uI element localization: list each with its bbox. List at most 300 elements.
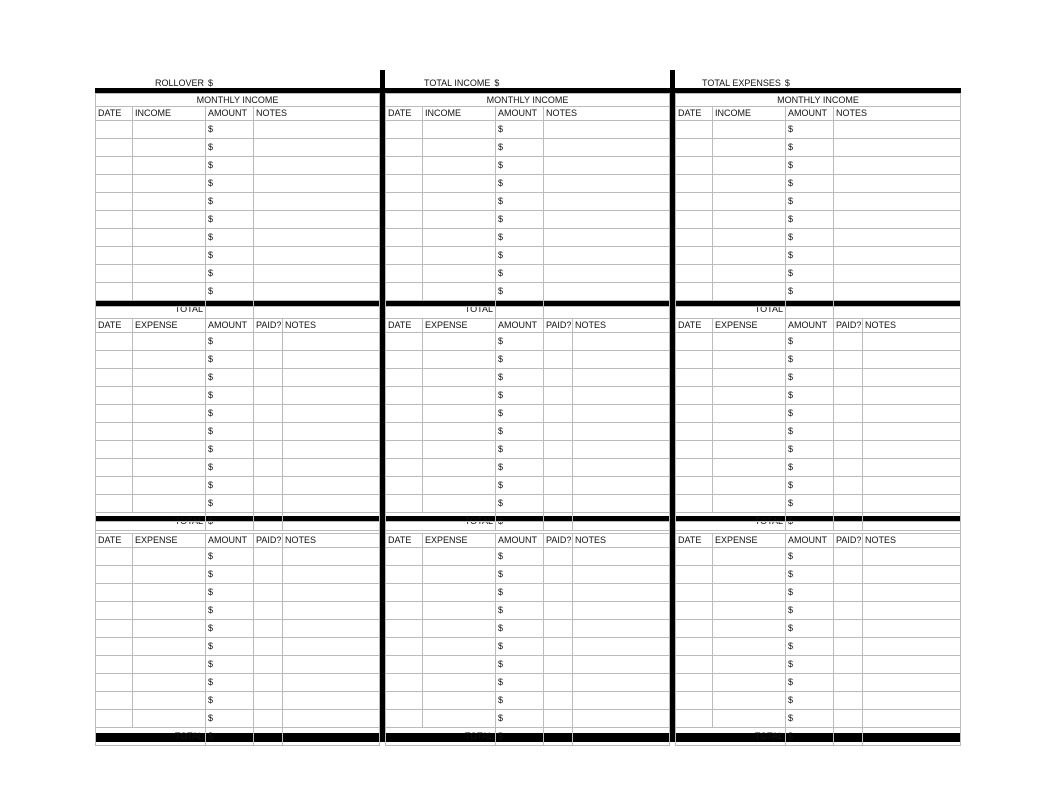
expense-name-cell[interactable]: [713, 495, 786, 513]
income-source-cell[interactable]: [713, 283, 786, 301]
income-amount-cell[interactable]: $: [496, 265, 544, 283]
expense-name-cell[interactable]: [713, 405, 786, 423]
expense-notes-cell[interactable]: [863, 566, 961, 584]
income-notes-cell[interactable]: [254, 247, 380, 265]
expense-notes-cell[interactable]: [573, 459, 670, 477]
expense-total-amount[interactable]: $: [206, 728, 254, 746]
expense-amount-cell[interactable]: $: [496, 566, 544, 584]
expense-amount-cell[interactable]: $: [206, 548, 254, 566]
expense-amount-cell[interactable]: $: [496, 584, 544, 602]
expense-name-cell[interactable]: [133, 351, 206, 369]
income-amount-cell[interactable]: $: [206, 157, 254, 175]
expense-name-cell[interactable]: [133, 387, 206, 405]
expense-amount-cell[interactable]: $: [206, 405, 254, 423]
expense-paid-cell[interactable]: [834, 674, 863, 692]
expense-paid-cell[interactable]: [834, 620, 863, 638]
expense-amount-cell[interactable]: $: [786, 710, 834, 728]
expense-amount-cell[interactable]: $: [786, 477, 834, 495]
expense-paid-cell[interactable]: [254, 602, 283, 620]
expense-name-cell[interactable]: [713, 351, 786, 369]
expense-amount-cell[interactable]: $: [496, 602, 544, 620]
expense-date-cell[interactable]: [386, 423, 423, 441]
expense-name-cell[interactable]: [423, 459, 496, 477]
income-date-cell[interactable]: [386, 157, 423, 175]
income-source-cell[interactable]: [713, 229, 786, 247]
expense-notes-cell[interactable]: [573, 333, 670, 351]
expense-name-cell[interactable]: [423, 674, 496, 692]
expense-date-cell[interactable]: [676, 495, 713, 513]
expense-date-cell[interactable]: [96, 656, 133, 674]
expense-name-cell[interactable]: [423, 584, 496, 602]
expense-notes-cell[interactable]: [863, 674, 961, 692]
expense-amount-cell[interactable]: $: [786, 602, 834, 620]
expense-name-cell[interactable]: [133, 602, 206, 620]
income-source-cell[interactable]: [423, 229, 496, 247]
expense-total-amount[interactable]: $: [206, 513, 254, 531]
income-source-cell[interactable]: [133, 229, 206, 247]
expense-notes-cell[interactable]: [283, 584, 380, 602]
income-source-cell[interactable]: [713, 157, 786, 175]
expense-date-cell[interactable]: [676, 584, 713, 602]
income-notes-cell[interactable]: [544, 157, 670, 175]
expense-notes-cell[interactable]: [863, 405, 961, 423]
income-amount-cell[interactable]: $: [786, 265, 834, 283]
income-notes-cell[interactable]: [834, 211, 961, 229]
income-source-cell[interactable]: [133, 193, 206, 211]
expense-paid-cell[interactable]: [544, 477, 573, 495]
expense-date-cell[interactable]: [386, 602, 423, 620]
expense-amount-cell[interactable]: $: [206, 602, 254, 620]
expense-amount-cell[interactable]: $: [496, 387, 544, 405]
expense-notes-cell[interactable]: [283, 548, 380, 566]
income-amount-cell[interactable]: $: [496, 211, 544, 229]
expense-notes-cell[interactable]: [283, 369, 380, 387]
expense-amount-cell[interactable]: $: [786, 548, 834, 566]
expense-date-cell[interactable]: [386, 692, 423, 710]
income-date-cell[interactable]: [676, 175, 713, 193]
expense-date-cell[interactable]: [676, 387, 713, 405]
income-notes-cell[interactable]: [254, 157, 380, 175]
expense-date-cell[interactable]: [96, 674, 133, 692]
expense-notes-cell[interactable]: [573, 495, 670, 513]
expense-name-cell[interactable]: [133, 674, 206, 692]
expense-notes-cell[interactable]: [283, 566, 380, 584]
expense-notes-cell[interactable]: [573, 351, 670, 369]
expense-notes-cell[interactable]: [573, 638, 670, 656]
income-date-cell[interactable]: [386, 247, 423, 265]
expense-name-cell[interactable]: [133, 405, 206, 423]
expense-notes-cell[interactable]: [863, 477, 961, 495]
expense-name-cell[interactable]: [133, 620, 206, 638]
expense-name-cell[interactable]: [133, 710, 206, 728]
expense-notes-cell[interactable]: [573, 423, 670, 441]
expense-name-cell[interactable]: [713, 333, 786, 351]
income-source-cell[interactable]: [133, 121, 206, 139]
expense-notes-cell[interactable]: [863, 369, 961, 387]
expense-name-cell[interactable]: [423, 369, 496, 387]
expense-notes-cell[interactable]: [863, 387, 961, 405]
expense-paid-cell[interactable]: [834, 459, 863, 477]
expense-paid-cell[interactable]: [254, 638, 283, 656]
expense-name-cell[interactable]: [423, 387, 496, 405]
expense-paid-cell[interactable]: [834, 441, 863, 459]
expense-name-cell[interactable]: [133, 441, 206, 459]
income-notes-cell[interactable]: [254, 139, 380, 157]
income-date-cell[interactable]: [96, 283, 133, 301]
expense-date-cell[interactable]: [96, 387, 133, 405]
income-date-cell[interactable]: [96, 157, 133, 175]
expense-notes-cell[interactable]: [573, 674, 670, 692]
income-source-cell[interactable]: [713, 211, 786, 229]
expense-amount-cell[interactable]: $: [786, 441, 834, 459]
income-notes-cell[interactable]: [254, 211, 380, 229]
expense-total-amount[interactable]: $: [786, 728, 834, 746]
expense-amount-cell[interactable]: $: [206, 620, 254, 638]
expense-amount-cell[interactable]: $: [206, 674, 254, 692]
income-amount-cell[interactable]: $: [496, 247, 544, 265]
income-amount-cell[interactable]: $: [496, 283, 544, 301]
income-amount-cell[interactable]: $: [496, 229, 544, 247]
expense-paid-cell[interactable]: [254, 656, 283, 674]
expense-name-cell[interactable]: [423, 638, 496, 656]
income-notes-cell[interactable]: [544, 121, 670, 139]
expense-name-cell[interactable]: [423, 566, 496, 584]
expense-date-cell[interactable]: [676, 459, 713, 477]
expense-paid-cell[interactable]: [544, 602, 573, 620]
expense-notes-cell[interactable]: [283, 602, 380, 620]
income-source-cell[interactable]: [713, 139, 786, 157]
expense-amount-cell[interactable]: $: [496, 441, 544, 459]
expense-notes-cell[interactable]: [283, 405, 380, 423]
income-amount-cell[interactable]: $: [496, 175, 544, 193]
income-amount-cell[interactable]: $: [786, 175, 834, 193]
expense-name-cell[interactable]: [423, 692, 496, 710]
expense-amount-cell[interactable]: $: [496, 333, 544, 351]
expense-paid-cell[interactable]: [834, 387, 863, 405]
income-notes-cell[interactable]: [834, 247, 961, 265]
expense-date-cell[interactable]: [96, 369, 133, 387]
expense-amount-cell[interactable]: $: [206, 387, 254, 405]
expense-date-cell[interactable]: [676, 638, 713, 656]
expense-date-cell[interactable]: [676, 351, 713, 369]
expense-amount-cell[interactable]: $: [206, 333, 254, 351]
expense-name-cell[interactable]: [133, 333, 206, 351]
expense-date-cell[interactable]: [96, 692, 133, 710]
income-amount-cell[interactable]: $: [206, 139, 254, 157]
expense-amount-cell[interactable]: $: [496, 674, 544, 692]
expense-name-cell[interactable]: [713, 477, 786, 495]
expense-paid-cell[interactable]: [834, 710, 863, 728]
expense-paid-cell[interactable]: [544, 548, 573, 566]
expense-date-cell[interactable]: [96, 351, 133, 369]
expense-date-cell[interactable]: [96, 710, 133, 728]
expense-name-cell[interactable]: [423, 441, 496, 459]
expense-total-amount[interactable]: $: [496, 728, 544, 746]
expense-notes-cell[interactable]: [573, 584, 670, 602]
expense-name-cell[interactable]: [713, 602, 786, 620]
expense-notes-cell[interactable]: [573, 477, 670, 495]
expense-notes-cell[interactable]: [573, 566, 670, 584]
expense-paid-cell[interactable]: [834, 638, 863, 656]
expense-name-cell[interactable]: [423, 548, 496, 566]
expense-notes-cell[interactable]: [573, 369, 670, 387]
income-source-cell[interactable]: [713, 121, 786, 139]
expense-paid-cell[interactable]: [834, 477, 863, 495]
expense-notes-cell[interactable]: [283, 459, 380, 477]
income-date-cell[interactable]: [676, 193, 713, 211]
expense-name-cell[interactable]: [713, 710, 786, 728]
income-date-cell[interactable]: [676, 139, 713, 157]
income-amount-cell[interactable]: $: [496, 139, 544, 157]
expense-date-cell[interactable]: [676, 602, 713, 620]
income-source-cell[interactable]: [713, 193, 786, 211]
income-date-cell[interactable]: [96, 139, 133, 157]
expense-amount-cell[interactable]: $: [206, 477, 254, 495]
expense-notes-cell[interactable]: [573, 405, 670, 423]
expense-notes-cell[interactable]: [573, 441, 670, 459]
expense-date-cell[interactable]: [676, 674, 713, 692]
expense-notes-cell[interactable]: [863, 351, 961, 369]
expense-notes-cell[interactable]: [283, 620, 380, 638]
income-amount-cell[interactable]: $: [206, 193, 254, 211]
expense-date-cell[interactable]: [386, 495, 423, 513]
expense-paid-cell[interactable]: [834, 333, 863, 351]
expense-paid-cell[interactable]: [254, 548, 283, 566]
expense-paid-cell[interactable]: [834, 692, 863, 710]
expense-amount-cell[interactable]: $: [786, 459, 834, 477]
income-source-cell[interactable]: [713, 175, 786, 193]
expense-amount-cell[interactable]: $: [496, 620, 544, 638]
income-date-cell[interactable]: [96, 211, 133, 229]
expense-date-cell[interactable]: [96, 566, 133, 584]
income-date-cell[interactable]: [386, 265, 423, 283]
expense-total-amount[interactable]: $: [496, 513, 544, 531]
expense-date-cell[interactable]: [386, 548, 423, 566]
income-notes-cell[interactable]: [254, 121, 380, 139]
expense-amount-cell[interactable]: $: [496, 351, 544, 369]
expense-notes-cell[interactable]: [863, 548, 961, 566]
expense-notes-cell[interactable]: [283, 387, 380, 405]
income-date-cell[interactable]: [96, 193, 133, 211]
income-source-cell[interactable]: [423, 283, 496, 301]
income-date-cell[interactable]: [676, 157, 713, 175]
expense-paid-cell[interactable]: [544, 584, 573, 602]
expense-name-cell[interactable]: [423, 423, 496, 441]
expense-name-cell[interactable]: [423, 620, 496, 638]
expense-amount-cell[interactable]: $: [786, 566, 834, 584]
expense-date-cell[interactable]: [386, 459, 423, 477]
expense-amount-cell[interactable]: $: [206, 638, 254, 656]
expense-amount-cell[interactable]: $: [206, 351, 254, 369]
income-notes-cell[interactable]: [544, 211, 670, 229]
expense-notes-cell[interactable]: [863, 584, 961, 602]
income-source-cell[interactable]: [713, 265, 786, 283]
income-notes-cell[interactable]: [254, 283, 380, 301]
expense-name-cell[interactable]: [133, 477, 206, 495]
expense-date-cell[interactable]: [676, 548, 713, 566]
expense-amount-cell[interactable]: $: [496, 369, 544, 387]
income-date-cell[interactable]: [96, 121, 133, 139]
expense-date-cell[interactable]: [386, 566, 423, 584]
expense-date-cell[interactable]: [676, 333, 713, 351]
income-notes-cell[interactable]: [834, 175, 961, 193]
expense-name-cell[interactable]: [713, 692, 786, 710]
expense-date-cell[interactable]: [96, 333, 133, 351]
expense-amount-cell[interactable]: $: [786, 638, 834, 656]
income-amount-cell[interactable]: $: [206, 121, 254, 139]
expense-date-cell[interactable]: [386, 638, 423, 656]
expense-name-cell[interactable]: [133, 566, 206, 584]
expense-paid-cell[interactable]: [544, 495, 573, 513]
expense-name-cell[interactable]: [423, 656, 496, 674]
expense-notes-cell[interactable]: [863, 459, 961, 477]
expense-name-cell[interactable]: [713, 656, 786, 674]
expense-date-cell[interactable]: [386, 441, 423, 459]
expense-name-cell[interactable]: [133, 692, 206, 710]
expense-amount-cell[interactable]: $: [496, 548, 544, 566]
expense-date-cell[interactable]: [96, 405, 133, 423]
expense-date-cell[interactable]: [386, 620, 423, 638]
income-date-cell[interactable]: [386, 211, 423, 229]
expense-amount-cell[interactable]: $: [786, 369, 834, 387]
income-amount-cell[interactable]: $: [206, 175, 254, 193]
expense-amount-cell[interactable]: $: [786, 351, 834, 369]
expense-amount-cell[interactable]: $: [496, 405, 544, 423]
income-amount-cell[interactable]: $: [786, 283, 834, 301]
income-date-cell[interactable]: [386, 139, 423, 157]
expense-amount-cell[interactable]: $: [786, 387, 834, 405]
expense-amount-cell[interactable]: $: [786, 674, 834, 692]
expense-paid-cell[interactable]: [254, 495, 283, 513]
expense-date-cell[interactable]: [676, 423, 713, 441]
expense-notes-cell[interactable]: [573, 692, 670, 710]
expense-paid-cell[interactable]: [544, 459, 573, 477]
expense-name-cell[interactable]: [133, 459, 206, 477]
expense-paid-cell[interactable]: [834, 548, 863, 566]
income-source-cell[interactable]: [133, 265, 206, 283]
income-notes-cell[interactable]: [254, 229, 380, 247]
income-amount-cell[interactable]: $: [786, 157, 834, 175]
expense-amount-cell[interactable]: $: [786, 584, 834, 602]
expense-paid-cell[interactable]: [834, 495, 863, 513]
expense-name-cell[interactable]: [133, 548, 206, 566]
income-notes-cell[interactable]: [834, 193, 961, 211]
income-notes-cell[interactable]: [254, 193, 380, 211]
expense-date-cell[interactable]: [386, 351, 423, 369]
income-date-cell[interactable]: [676, 211, 713, 229]
income-amount-cell[interactable]: $: [786, 247, 834, 265]
expense-paid-cell[interactable]: [544, 351, 573, 369]
expense-amount-cell[interactable]: $: [786, 692, 834, 710]
income-notes-cell[interactable]: [544, 265, 670, 283]
income-notes-cell[interactable]: [544, 193, 670, 211]
income-source-cell[interactable]: [133, 157, 206, 175]
expense-paid-cell[interactable]: [254, 351, 283, 369]
expense-paid-cell[interactable]: [254, 405, 283, 423]
income-notes-cell[interactable]: [834, 229, 961, 247]
expense-amount-cell[interactable]: $: [496, 477, 544, 495]
expense-date-cell[interactable]: [676, 477, 713, 495]
expense-date-cell[interactable]: [386, 333, 423, 351]
expense-amount-cell[interactable]: $: [206, 710, 254, 728]
expense-paid-cell[interactable]: [254, 423, 283, 441]
expense-paid-cell[interactable]: [834, 584, 863, 602]
expense-paid-cell[interactable]: [544, 638, 573, 656]
income-notes-cell[interactable]: [834, 283, 961, 301]
expense-date-cell[interactable]: [96, 477, 133, 495]
expense-name-cell[interactable]: [423, 477, 496, 495]
income-source-cell[interactable]: [423, 247, 496, 265]
expense-paid-cell[interactable]: [254, 584, 283, 602]
income-date-cell[interactable]: [96, 175, 133, 193]
expense-amount-cell[interactable]: $: [786, 656, 834, 674]
expense-amount-cell[interactable]: $: [206, 656, 254, 674]
expense-date-cell[interactable]: [676, 656, 713, 674]
expense-paid-cell[interactable]: [544, 692, 573, 710]
expense-paid-cell[interactable]: [544, 441, 573, 459]
income-date-cell[interactable]: [676, 229, 713, 247]
expense-paid-cell[interactable]: [834, 423, 863, 441]
expense-date-cell[interactable]: [386, 710, 423, 728]
expense-date-cell[interactable]: [676, 405, 713, 423]
income-notes-cell[interactable]: [544, 175, 670, 193]
expense-notes-cell[interactable]: [283, 674, 380, 692]
expense-total-amount[interactable]: $: [786, 513, 834, 531]
expense-notes-cell[interactable]: [283, 638, 380, 656]
expense-paid-cell[interactable]: [834, 351, 863, 369]
expense-date-cell[interactable]: [386, 387, 423, 405]
expense-notes-cell[interactable]: [283, 692, 380, 710]
income-date-cell[interactable]: [676, 265, 713, 283]
income-source-cell[interactable]: [133, 139, 206, 157]
expense-amount-cell[interactable]: $: [496, 495, 544, 513]
expense-name-cell[interactable]: [713, 441, 786, 459]
expense-amount-cell[interactable]: $: [206, 495, 254, 513]
income-date-cell[interactable]: [676, 121, 713, 139]
expense-amount-cell[interactable]: $: [786, 495, 834, 513]
income-notes-cell[interactable]: [834, 157, 961, 175]
expense-notes-cell[interactable]: [573, 548, 670, 566]
income-source-cell[interactable]: [423, 121, 496, 139]
income-amount-cell[interactable]: $: [206, 265, 254, 283]
expense-date-cell[interactable]: [676, 369, 713, 387]
expense-name-cell[interactable]: [713, 584, 786, 602]
expense-amount-cell[interactable]: $: [206, 584, 254, 602]
expense-date-cell[interactable]: [96, 441, 133, 459]
expense-paid-cell[interactable]: [254, 477, 283, 495]
expense-date-cell[interactable]: [96, 548, 133, 566]
expense-paid-cell[interactable]: [834, 369, 863, 387]
income-source-cell[interactable]: [133, 247, 206, 265]
expense-notes-cell[interactable]: [283, 710, 380, 728]
expense-name-cell[interactable]: [133, 638, 206, 656]
expense-name-cell[interactable]: [423, 495, 496, 513]
expense-amount-cell[interactable]: $: [496, 423, 544, 441]
expense-notes-cell[interactable]: [283, 423, 380, 441]
expense-notes-cell[interactable]: [863, 495, 961, 513]
expense-date-cell[interactable]: [96, 495, 133, 513]
expense-name-cell[interactable]: [713, 620, 786, 638]
expense-notes-cell[interactable]: [283, 351, 380, 369]
expense-name-cell[interactable]: [133, 423, 206, 441]
expense-amount-cell[interactable]: $: [786, 405, 834, 423]
expense-notes-cell[interactable]: [573, 602, 670, 620]
income-source-cell[interactable]: [713, 247, 786, 265]
expense-date-cell[interactable]: [96, 459, 133, 477]
income-source-cell[interactable]: [423, 175, 496, 193]
expense-amount-cell[interactable]: $: [206, 692, 254, 710]
expense-paid-cell[interactable]: [254, 333, 283, 351]
